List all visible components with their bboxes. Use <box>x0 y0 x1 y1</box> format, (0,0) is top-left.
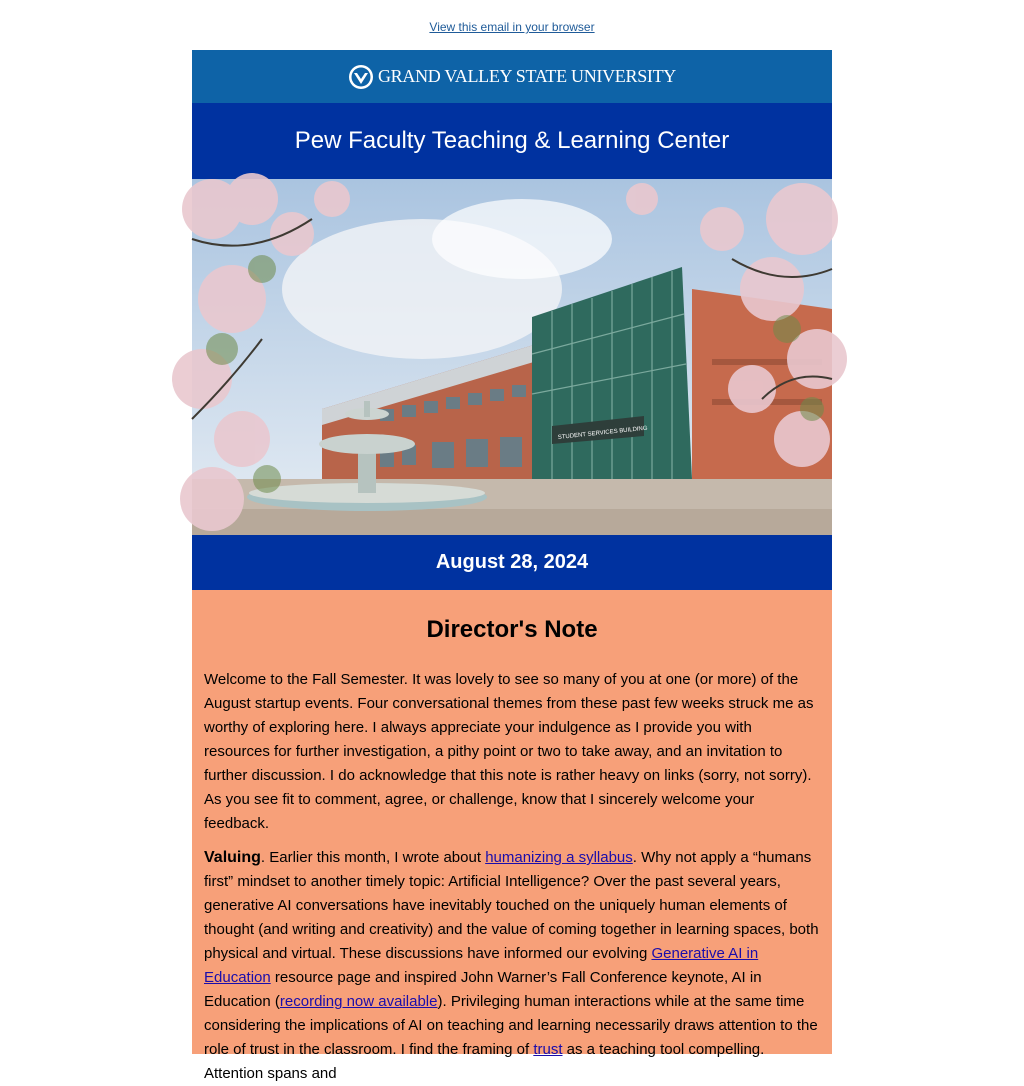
department-banner <box>192 103 832 179</box>
view-in-browser-bar <box>0 20 1024 34</box>
valuing-text: as a teaching tool compelling. Attention spans and <box>204 1041 765 1082</box>
university-wordmark: GRAND VALLEY STATE UNIVERSITY <box>377 66 677 86</box>
department-title: Pew Faculty Teaching & Learning Center <box>294 127 730 154</box>
generative-ai-link[interactable]: Generative AI in Education <box>204 945 759 986</box>
valuing-text: . Why not apply a “humans first” mindset to another timely topic: Artificial Intelligence? Over the past several years, generative AI conversations have inevitably touched on the uniquely human elements of thought (and writing and creativity) and the value of coming together in learning spaces, both physical and virtual. These discussions have informed our evolving <box>204 849 819 962</box>
directors-note-section <box>192 590 832 1082</box>
hero-image <box>192 179 832 535</box>
issue-date-banner <box>192 535 832 590</box>
building-sign: STUDENT SERVICES BUILDING <box>557 425 648 441</box>
valuing-text: ). Privileging human interactions while at the same time considering the implications of AI on teaching and learning necessarily draws attention to the role of trust in the classroom. I find the framing of <box>204 993 818 1058</box>
gvsu-seal-icon <box>348 64 374 90</box>
university-banner <box>192 50 832 103</box>
directors-note-title: Director's Note <box>426 616 598 643</box>
issue-date: August 28, 2024 <box>435 551 589 573</box>
humanizing-syllabus-link[interactable]: humanizing a syllabus <box>485 849 633 866</box>
valuing-text: resource page and inspired John Warner’s Fall Conference keynote, AI in Education ( <box>204 969 762 1010</box>
email-container <box>192 50 832 1082</box>
trust-link[interactable]: trust <box>533 1041 563 1058</box>
valuing-term: Valuing <box>204 849 261 866</box>
view-in-browser-link[interactable]: View this email in your browser <box>429 20 595 34</box>
valuing-text: . Earlier this month, I wrote about <box>260 849 486 866</box>
valuing-paragraph <box>204 846 820 1086</box>
recording-link[interactable]: recording now available <box>279 993 438 1010</box>
university-logo[interactable] <box>348 64 676 90</box>
campus-building-photo <box>192 179 832 535</box>
directors-note-intro: Welcome to the Fall Semester. It was lovely to see so many of you at one (or more) of the August startup events. Four conversational themes from these past few weeks struck me as worthy of exploring here. I always appreciate your indulgence as I provide you with resources for further investigation, a pithy point or two to take away, and an invitation to further discussion. I do acknowledge that this note is rather heavy on links (sorry, not sorry). As you see fit to comment, agree, or challenge, know that I sincerely welcome your feedback. <box>204 671 814 832</box>
